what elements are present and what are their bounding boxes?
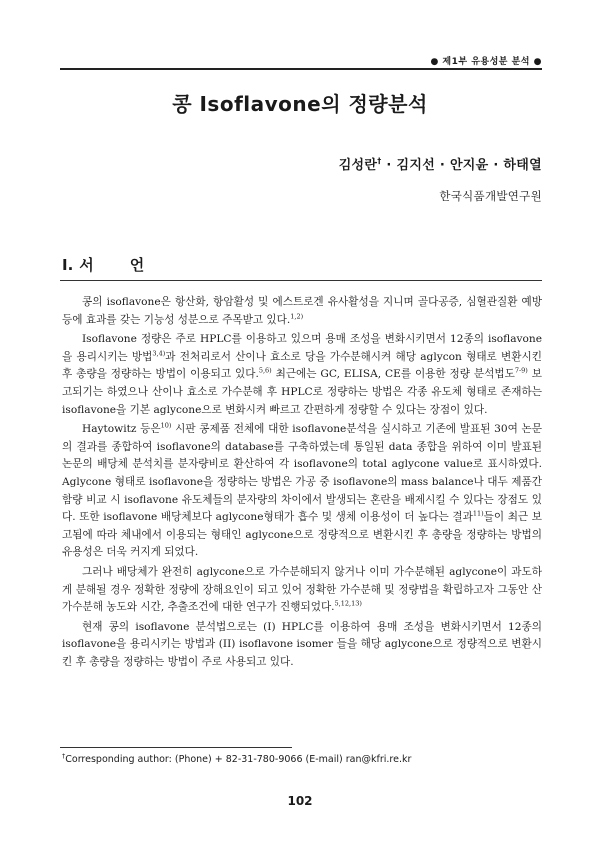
running-header: ● 제1부 유용성분 분석 ●	[430, 57, 542, 67]
paragraph-text: 그러나 배당체가 완전히 aglycone으로 가수분해되지 않거나 이미 가수분해된 aglycone이 과도하게 분해될 경우 정확한 정량에 장해요인이 되고 있어 정확한 가수분해 및 정량법을 확립하고자 그동안 산 가수분해 농도와 시간, 추출조건에 대한 연구가 진행되었다.	[62, 565, 542, 614]
citation-ref: 3,4)	[152, 349, 166, 358]
paragraph-text: Haytowitz 등은	[82, 423, 161, 436]
section-rule	[60, 280, 542, 281]
citation-ref: 10)	[160, 421, 172, 430]
section-heading	[62, 254, 144, 275]
footnote	[62, 752, 411, 765]
citation-ref: 5,6)	[258, 366, 272, 375]
corresponding-mark: †	[377, 156, 382, 166]
footnote-text: Corresponding author: (Phone) + 82-31-780-9066 (E-mail) ran@kfri.re.kr	[65, 754, 412, 766]
citation-ref: 5,12,13)	[334, 599, 362, 608]
author-list	[339, 154, 542, 173]
author-separator: ·	[381, 158, 397, 173]
body-paragraph	[62, 331, 542, 419]
paragraph-text: 최근에는 GC, ELISA, CE를 이용한 정량 분석법도	[271, 368, 515, 381]
paragraph-text: 보고되기는 하였으나 산이나 효소로 가수분해 후 HPLC로 정량하는 방법은 각종 유도체 형태로 존재하는 isoflavone을 기본 aglycone으로 변화시켜 빠르고 간편하게 정량할 수 있다는 장점이 있다.	[62, 368, 542, 416]
body-text	[62, 294, 542, 673]
author-name: 김지선	[396, 158, 436, 173]
author-name: 하태열	[503, 158, 542, 173]
page-number: 102	[287, 794, 313, 808]
citation-ref: 7-9)	[514, 366, 528, 375]
author-name: 김성란	[338, 158, 378, 173]
affiliation: 한국식품개발연구원	[439, 189, 542, 203]
author-separator: ·	[488, 158, 504, 173]
header-rule	[60, 68, 542, 70]
paragraph-text: Isoflavone 정량은 주로 HPLC를 이용하고 있으며 용매 조성을 변화시키면서 12종의 isoflavone을 용리시키는 방법	[62, 333, 542, 363]
paragraph-text: 현재 콩의 isoflavone 분석법으로는 (I) HPLC를 이용하여 용매 조성을 변화시키면서 12종의 isoflavone을 용리시키는 방법과 (II) isoflavone isomer 들을 해당 aglycone으로 정량적으로 변환시킨 후 총량을 정량하는 방법이 주로 사용되고 있다.	[62, 620, 542, 668]
body-paragraph	[62, 619, 542, 672]
section-number: I.	[62, 256, 74, 274]
author-separator: ·	[435, 158, 450, 173]
body-paragraph	[62, 294, 542, 329]
section-title-part: 서	[79, 256, 94, 274]
citation-ref: 11)	[472, 509, 484, 518]
body-paragraph	[62, 421, 542, 562]
author-name: 안지윤	[449, 158, 489, 173]
article-title: 콩 Isoflavone의 정량분석	[172, 92, 428, 116]
footnote-mark: †	[62, 752, 66, 760]
footnote-rule	[60, 747, 292, 748]
paragraph-text: 과 전처리로서 산이나 효소로 당을 가수분해시켜 해당 aglycon 형태로 변환시킨 후 총량을 정량하는 방법이 이용되고 있다.	[62, 350, 542, 381]
citation-ref: 1,2)	[290, 312, 304, 321]
section-title-part: 언	[129, 256, 145, 274]
paragraph-text: 들이 최근 보고됨에 따라 체내에서 이용되는 형태인 aglycone으로 정량적으로 변환시킨 후 총량을 정량하는 방법의 유용성은 더욱 커지게 되었다.	[62, 511, 542, 559]
paragraph-text: 시판 콩제품 전체에 대한 isoflavone분석을 실시하고 기존에 발표된 30여 논문의 결과를 종합하여 isoflavone의 database를 구축하였는데 통일된 data 종합을 위하여 이미 발표된 논문의 배당체 분석치를 분자량비로 환산하여 각 isoflavone의 total aglycone value로 표시하였다. Aglycone 형태로 isoflavone을 정량하는 방법은 가공 중 isoflavone의 mass balance나 대두 제품간 함량 비교 시 isoflavone 유도체들의 분자량의 차이에서 발생되는 혼란을 배제시킬 수 있다는 장점도 있다. 또한 isoflavone 배당체보다 aglycone형태가 흡수 및 생체 이용성이 더 높다는 결과	[62, 423, 542, 524]
body-paragraph	[62, 564, 542, 617]
paragraph-text: 콩의 isoflavone은 항산화, 항암활성 및 에스트로겐 유사활성을 지니며 골다공증, 심혈관질환 예방 등에 효과를 갖는 기능성 성분으로 주목받고 있다.	[62, 296, 542, 326]
